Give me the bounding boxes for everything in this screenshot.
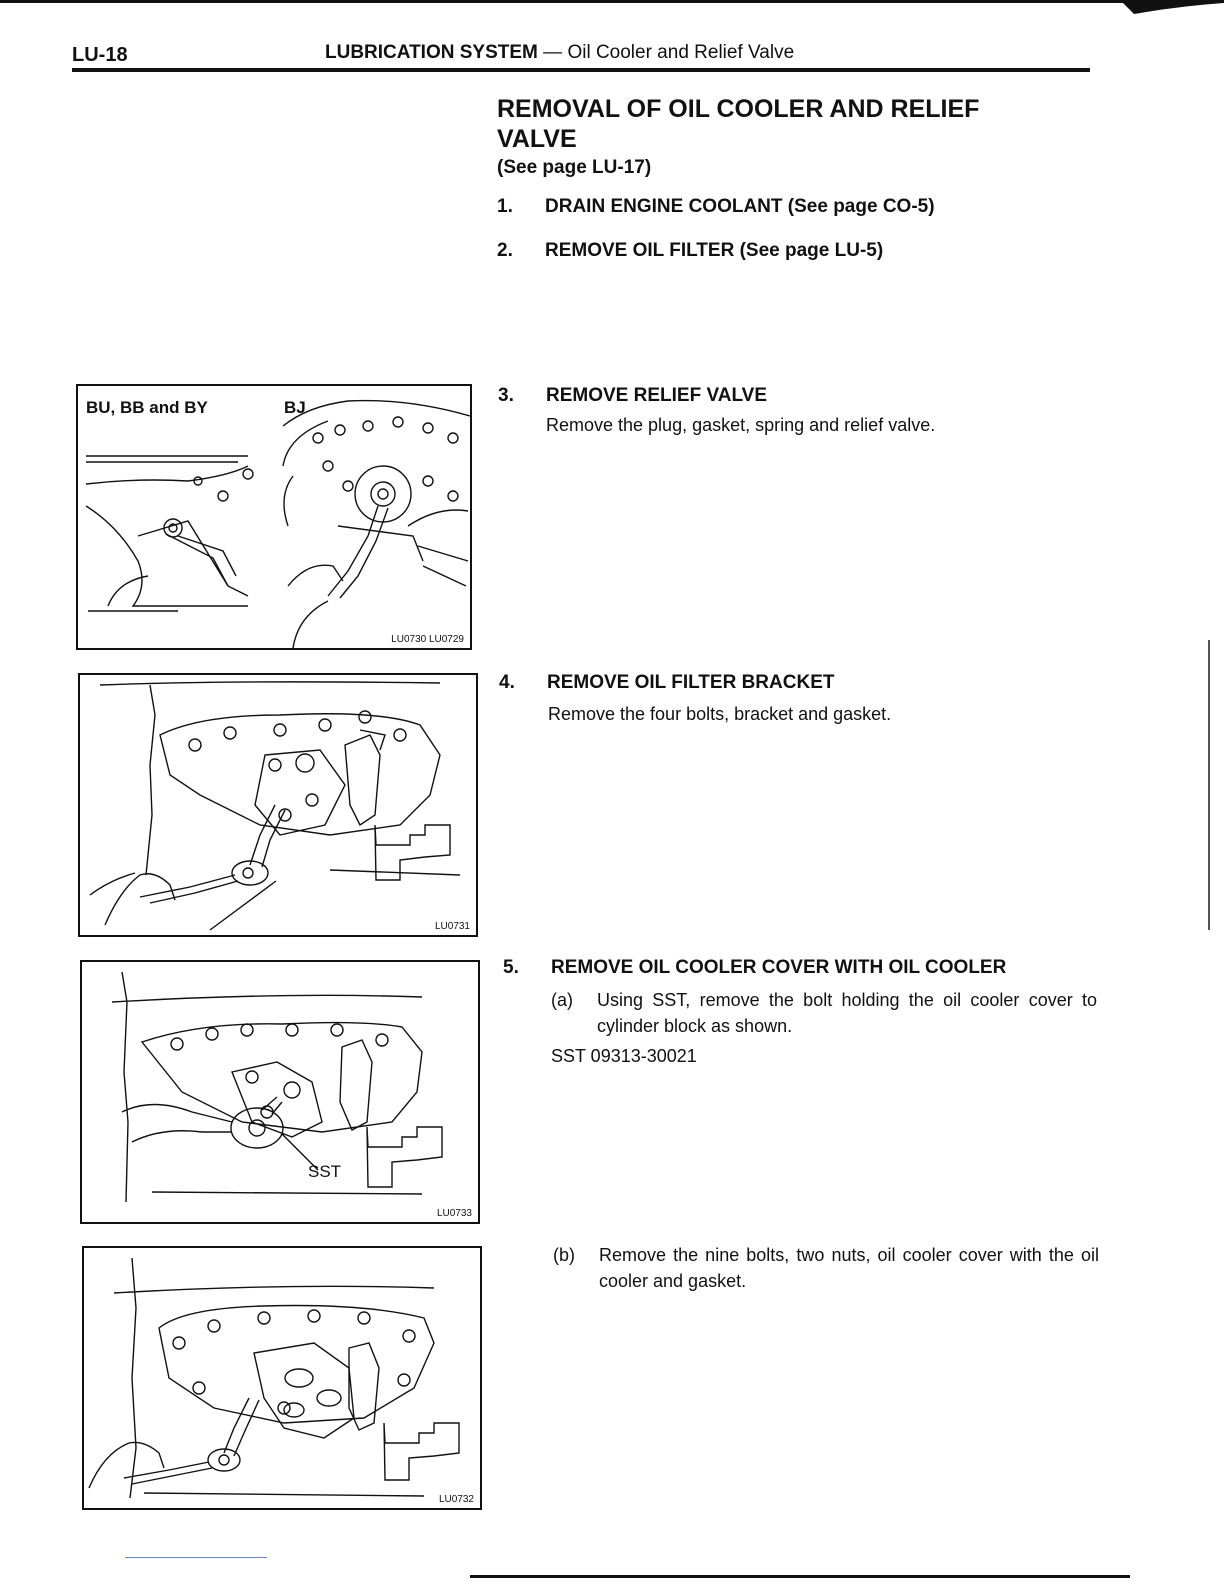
substep-a bbox=[551, 987, 1097, 1041]
figure-oil-filter-bracket-drawing bbox=[80, 675, 476, 935]
step-number: 4. bbox=[499, 672, 515, 693]
top-edge-rule bbox=[0, 0, 1130, 3]
step-title: DRAIN ENGINE COOLANT (See page CO-5) bbox=[545, 196, 935, 217]
figure-label-models: BU, BB and BY bbox=[86, 398, 208, 417]
step-number: 1. bbox=[497, 196, 513, 217]
step-title: REMOVE RELIEF VALVE bbox=[546, 385, 767, 406]
step-number: 5. bbox=[503, 957, 519, 978]
substep-text: Using SST, remove the bolt holding the oil cooler cover to cylinder block as shown. bbox=[597, 990, 1097, 1036]
step-number: 2. bbox=[497, 240, 513, 261]
sst-callout: SST bbox=[308, 1162, 342, 1181]
bottom-rule bbox=[470, 1575, 1130, 1578]
header-subsection: Oil Cooler and Relief Valve bbox=[567, 42, 795, 63]
figure-code: LU0732 bbox=[438, 1494, 474, 1505]
figure-relief-valve-drawing bbox=[78, 386, 470, 648]
substep-b bbox=[553, 1242, 1099, 1296]
figure-code: LU0730 LU0729 bbox=[391, 634, 464, 645]
header-separator: — bbox=[537, 42, 568, 63]
bottom-left-rule bbox=[125, 1557, 267, 1558]
substep-label: (b) bbox=[553, 1245, 575, 1265]
header-title bbox=[325, 42, 794, 64]
figure-relief-valve bbox=[76, 384, 472, 650]
figure-label-bj: BJ bbox=[284, 398, 306, 417]
corner-mark bbox=[1120, 0, 1224, 18]
page-number: LU-18 bbox=[72, 44, 128, 66]
step-4-text: Remove the four bolts, bracket and gasket. bbox=[548, 704, 892, 724]
substep-text: Remove the nine bolts, two nuts, oil cooler cover with the oil cooler and gasket. bbox=[599, 1245, 1099, 1291]
step-title: REMOVE OIL FILTER BRACKET bbox=[547, 672, 835, 693]
figure-sst-bolt-drawing bbox=[82, 962, 478, 1222]
sst-number: SST 09313-30021 bbox=[551, 1046, 697, 1066]
figure-code: LU0733 bbox=[436, 1208, 472, 1219]
step-title: REMOVE OIL FILTER (See page LU-5) bbox=[545, 240, 884, 261]
figure-oil-filter-bracket bbox=[78, 673, 478, 937]
right-edge-mark bbox=[1208, 640, 1210, 930]
see-page-reference: (See page LU-17) bbox=[497, 157, 652, 178]
figure-code: LU0731 bbox=[434, 921, 470, 932]
step-title: REMOVE OIL COOLER COVER WITH OIL COOLER bbox=[551, 957, 1007, 978]
header-rule bbox=[72, 68, 1090, 72]
step-3-text: Remove the plug, gasket, spring and relief valve. bbox=[546, 415, 936, 435]
figure-oil-cooler-cover bbox=[82, 1246, 482, 1510]
figure-sst-bolt bbox=[80, 960, 480, 1224]
figure-oil-cooler-cover-drawing bbox=[84, 1248, 480, 1508]
header-section: LUBRICATION SYSTEM bbox=[325, 42, 538, 63]
step-number: 3. bbox=[498, 385, 514, 406]
section-title: REMOVAL OF OIL COOLER AND RELIEF VALVE bbox=[497, 95, 980, 153]
substep-label: (a) bbox=[551, 990, 573, 1010]
